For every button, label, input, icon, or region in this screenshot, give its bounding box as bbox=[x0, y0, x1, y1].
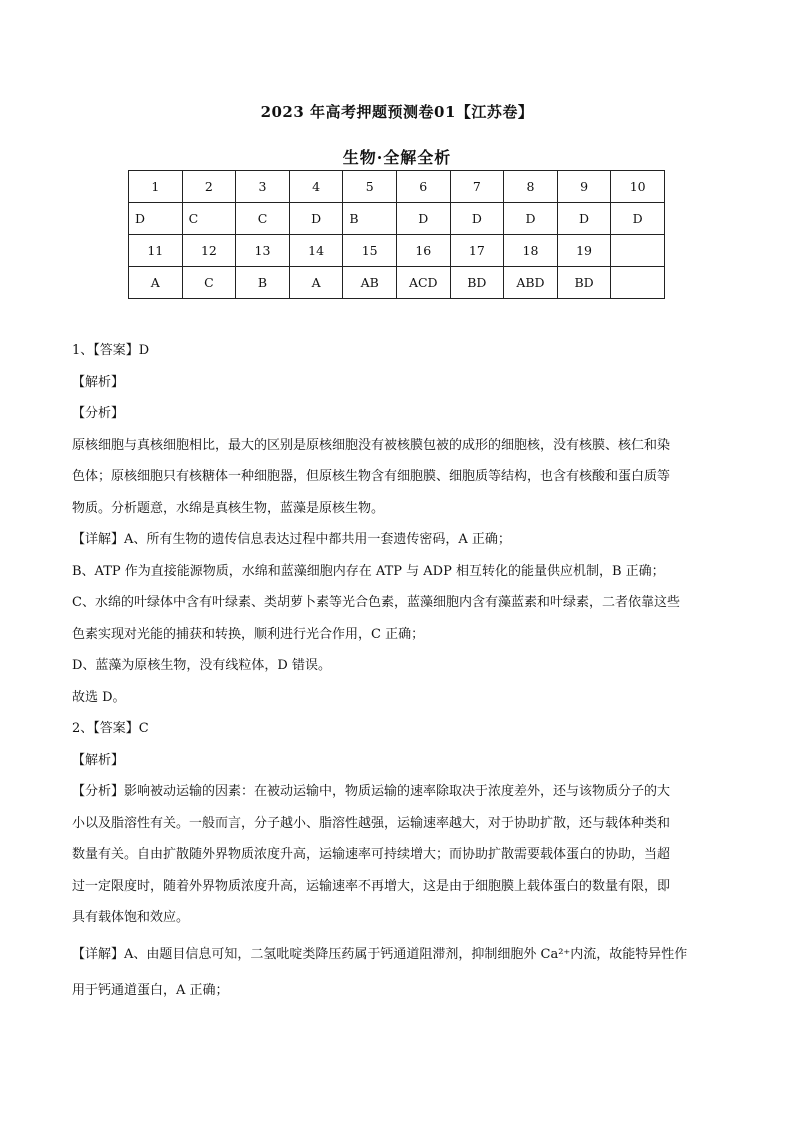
table-cell: AB bbox=[343, 267, 397, 299]
q1-analysis-line: 原核细胞与真核细胞相比，最大的区别是原核细胞没有被核膜包被的成形的细胞核，没有核膜、核仁和染 bbox=[72, 437, 671, 453]
table-cell: 6 bbox=[396, 171, 450, 203]
table-cell: 1 bbox=[129, 171, 183, 203]
table-cell: 10 bbox=[611, 171, 665, 203]
table-cell: A bbox=[289, 267, 343, 299]
table-cell bbox=[611, 235, 665, 267]
q2-analysis-line: 【分析】影响被动运输的因素：在被动运输中，物质运输的速率除取决于浓度差外，还与该物质分子的大 bbox=[72, 784, 671, 799]
table-cell: 15 bbox=[343, 235, 397, 267]
q2-answer: 2、【答案】C bbox=[72, 721, 149, 736]
table-cell: C bbox=[236, 203, 290, 235]
table-cell: 12 bbox=[182, 235, 236, 267]
q1-analysis-line: 物质。分析题意，水绵是真核生物，蓝藻是原核生物。 bbox=[72, 500, 385, 516]
table-cell: ABD bbox=[504, 267, 558, 299]
q1-analysis-line: 色体；原核细胞只有核糖体一种细胞器，但原核生物含有细胞膜、细胞质等结构，也含有核酸和蛋白质等 bbox=[72, 469, 671, 484]
table-cell: B bbox=[343, 203, 397, 235]
table-cell: 9 bbox=[557, 171, 611, 203]
table-cell: 13 bbox=[236, 235, 290, 267]
table-row bbox=[129, 235, 665, 267]
q2-analysis-line: 过一定限度时，随着外界物质浓度升高，运输速率不再增大，这是由于细胞膜上载体蛋白的数量有限，即 bbox=[72, 878, 671, 894]
page-title: 2023 年高考押题预测卷01【江苏卷】 bbox=[260, 103, 534, 121]
table-cell: 16 bbox=[396, 235, 450, 267]
table-cell: D bbox=[557, 203, 611, 235]
table-cell: 8 bbox=[504, 171, 558, 203]
table-cell: D bbox=[450, 203, 504, 235]
table-cell: BD bbox=[557, 267, 611, 299]
table-cell: 17 bbox=[450, 235, 504, 267]
table-cell: D bbox=[289, 203, 343, 235]
table-cell: 11 bbox=[129, 235, 183, 267]
table-cell: B bbox=[236, 267, 290, 299]
q1-detail-c: 色素实现对光能的捕获和转换，顺利进行光合作用，C 正确； bbox=[72, 626, 425, 642]
table-row bbox=[129, 203, 665, 235]
table-cell: ACD bbox=[396, 267, 450, 299]
q2-analysis-line: 具有载体饱和效应。 bbox=[72, 910, 190, 925]
table-cell bbox=[611, 267, 665, 299]
table-cell: 4 bbox=[289, 171, 343, 203]
table-cell: 5 bbox=[343, 171, 397, 203]
q1-answer: 1、【答案】D bbox=[72, 343, 150, 358]
table-cell: 18 bbox=[504, 235, 558, 267]
q2-detail-a: 用于钙通道蛋白，A 正确； bbox=[72, 982, 229, 998]
table-cell: 14 bbox=[289, 235, 343, 267]
table-cell: D bbox=[611, 203, 665, 235]
q1-jiexi-heading: 【解析】 bbox=[72, 374, 125, 390]
q1-detail-b: B、ATP 作为直接能源物质，水绵和蓝藻细胞内存在 ATP 与 ADP 相互转化的能量供应机制，B 正确； bbox=[72, 563, 665, 579]
q1-detail-a: 【详解】A、所有生物的遗传信息表达过程中都共用一套遗传密码，A 正确； bbox=[72, 532, 511, 547]
q1-conclusion: 故选 D。 bbox=[72, 689, 126, 705]
answer-table bbox=[128, 170, 665, 299]
q2-jiexi-heading: 【解析】 bbox=[72, 752, 125, 768]
table-cell: 2 bbox=[182, 171, 236, 203]
q1-fenxi-heading: 【分析】 bbox=[72, 406, 125, 421]
table-cell: 3 bbox=[236, 171, 290, 203]
table-cell: D bbox=[396, 203, 450, 235]
table-cell: D bbox=[129, 203, 183, 235]
solution-body bbox=[72, 335, 724, 1006]
q2-analysis-line: 小以及脂溶性有关。一般而言，分子越小、脂溶性越强，运输速率越大，对于协助扩散，还与载体种类和 bbox=[72, 815, 671, 831]
q1-detail-c: C、水绵的叶绿体中含有叶绿素、类胡萝卜素等光合色素，蓝藻细胞内含有藻蓝素和叶绿素，二者依靠这些 bbox=[72, 595, 680, 610]
table-row bbox=[129, 267, 665, 299]
table-cell: C bbox=[182, 203, 236, 235]
table-cell: A bbox=[129, 267, 183, 299]
table-cell: 7 bbox=[450, 171, 504, 203]
q2-analysis-line: 数量有关。自由扩散随外界物质浓度升高，运输速率可持续增大；而协助扩散需要载体蛋白的协助，当超 bbox=[72, 847, 671, 862]
table-cell: 19 bbox=[557, 235, 611, 267]
page-subtitle: 生物·全解全析 bbox=[342, 148, 452, 167]
table-cell: BD bbox=[450, 267, 504, 299]
table-row bbox=[129, 171, 665, 203]
table-cell: C bbox=[182, 267, 236, 299]
q1-detail-d: D、蓝藻为原核生物，没有线粒体，D 错误。 bbox=[72, 658, 331, 673]
table-cell: D bbox=[504, 203, 558, 235]
q2-detail-a: 【详解】A、由题目信息可知，二氢吡啶类降压药属于钙通道阻滞剂，抑制细胞外 Ca²⁺内流，故能特异性作 bbox=[72, 946, 688, 962]
